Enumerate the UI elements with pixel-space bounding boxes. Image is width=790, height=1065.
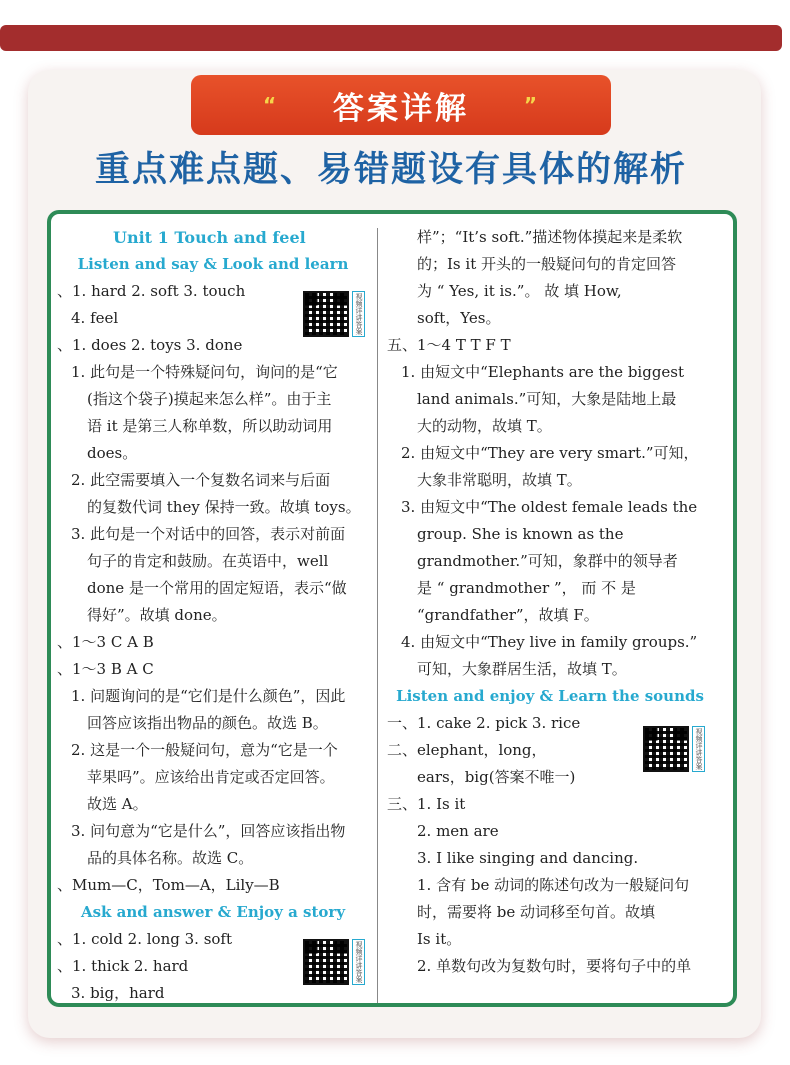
answer-line: 时，需要将 be 动词移至句首。故填	[417, 903, 656, 921]
answer-line: group. She is known as the	[417, 525, 624, 543]
answer-line: (指这个袋子)摸起来怎么样”。由于主	[87, 390, 332, 408]
answer-line: Is it。	[417, 930, 462, 948]
answer-line: 2. men are	[417, 822, 499, 840]
answer-line: 一、1. cake 2. pick 3. rice	[387, 714, 581, 732]
answer-line: “grandfather”，故填 F。	[417, 606, 599, 624]
qr-code-2[interactable]	[643, 721, 709, 777]
right-column	[387, 224, 713, 980]
answer-line: 3. I like singing and dancing.	[417, 849, 639, 867]
answer-line: 大象非常聪明，故填 T。	[417, 471, 582, 489]
answer-line: 故选 A。	[87, 795, 148, 813]
answer-line: ears，big(答案不唯一)	[417, 768, 576, 786]
answer-line: 、1～3 C A B	[57, 633, 154, 651]
answer-line: 的复数代词 they 保持一致。故填 toys。	[87, 498, 361, 516]
unit-title: Unit 1 Touch and feel	[113, 228, 306, 247]
answer-line: 4. feel	[71, 309, 119, 327]
answer-line: 句子的肯定和鼓励。在英语中，well	[87, 552, 329, 570]
answer-line: 3. 此句是一个对话中的回答，表示对前面	[71, 525, 346, 543]
qr-code-icon	[303, 291, 349, 337]
answer-line: 的；Is it 开头的一般疑问句的肯定回答	[417, 255, 676, 273]
quote-right-mark: ”	[523, 93, 539, 117]
column-divider	[377, 228, 378, 1007]
answer-line: done 是一个常用的固定短语，表示“做	[87, 579, 347, 597]
answer-line: 为 “ Yes, it is.”。 故 填 How,	[417, 282, 622, 300]
answer-line: 1. 此句是一个特殊疑问句，询问的是“它	[71, 363, 338, 381]
answer-line: 3. 问句意为“它是什么”，回答应该指出物	[71, 822, 346, 840]
answer-line: land animals.”可知，大象是陆地上最	[417, 390, 677, 408]
qr-code-icon	[643, 726, 689, 772]
answer-line: 2. 此空需要填入一个复数名词来与后面	[71, 471, 331, 489]
answer-line: 、1. hard 2. soft 3. touch	[57, 282, 246, 300]
answer-line: grandmother.”可知，象群中的领导者	[417, 552, 678, 570]
answer-line: 二、elephant，long，	[387, 741, 547, 759]
answer-line: 样”；“It’s soft.”描述物体摸起来是柔软	[417, 228, 683, 246]
answer-line: 可知，大象群居生活，故填 T。	[417, 660, 627, 678]
answer-line: 、1. does 2. toys 3. done	[57, 336, 243, 354]
answer-line: 2. 由短文中“They are very smart.”可知，	[401, 444, 699, 462]
answer-line: 1. 问题询问的是“它们是什么颜色”，因此	[71, 687, 346, 705]
section-heading: Listen and enjoy & Learn the sounds	[396, 687, 704, 705]
answer-line: 2. 单数句改为复数句时，要将句子中的单	[417, 957, 692, 975]
answer-line: 、Mum—C，Tom—A，Lily—B	[57, 876, 280, 894]
answer-line: 1. 含有 be 动词的陈述句改为一般疑问句	[417, 876, 690, 894]
qr-code-3[interactable]	[303, 934, 369, 990]
headline: 重点难点题、易错题设有具体的解析	[94, 150, 687, 190]
answer-line: 、1. cold 2. long 3. soft	[57, 930, 233, 948]
qr-code-1[interactable]	[303, 286, 369, 342]
answer-line: 得好”。故填 done。	[87, 606, 227, 624]
answer-line: does。	[87, 444, 138, 462]
answer-line: 是 “ grandmother ”， 而 不 是	[417, 579, 636, 597]
answer-line: 五、1～4 T T F T	[387, 336, 511, 354]
answer-line: 3. big，hard	[71, 984, 165, 1002]
qr-label: 视频详讲答案	[352, 291, 365, 337]
answer-line: 语 it 是第三人称单数，所以助动词用	[87, 417, 333, 435]
answer-line: 、1～3 B A C	[57, 660, 154, 678]
answer-line: soft，Yes。	[417, 309, 501, 327]
quote-left-mark: “	[263, 93, 279, 117]
section-heading: Ask and answer & Enjoy a story	[80, 903, 346, 921]
answer-line: 苹果吗”。应该给出肯定或否定回答。	[87, 768, 335, 786]
answer-sheet	[47, 210, 737, 1007]
qr-label: 视频详讲答案	[692, 726, 705, 772]
answer-line: 三、1. Is it	[387, 795, 466, 813]
answer-line: 3. 由短文中“The oldest female leads the	[401, 498, 698, 516]
top-banner-bar	[0, 25, 782, 51]
badge-title: 答案详解	[333, 90, 469, 127]
answer-line: 回答应该指出物品的颜色。故选 B。	[87, 714, 328, 732]
answer-line: 1. 由短文中“Elephants are the biggest	[401, 363, 685, 381]
qr-label: 视频详讲答案	[352, 939, 365, 985]
answer-line: 品的具体名称。故选 C。	[87, 849, 254, 867]
answer-line: 2. 这是一个一般疑问句，意为“它是一个	[71, 741, 338, 759]
section-heading: Listen and say & Look and learn	[77, 255, 349, 273]
answer-line: 4. 由短文中“They live in family groups.”	[401, 633, 698, 651]
answer-badge	[191, 75, 611, 135]
answer-line: 大的动物，故填 T。	[417, 417, 552, 435]
answer-line: 、1. thick 2. hard	[57, 957, 189, 975]
qr-code-icon	[303, 939, 349, 985]
